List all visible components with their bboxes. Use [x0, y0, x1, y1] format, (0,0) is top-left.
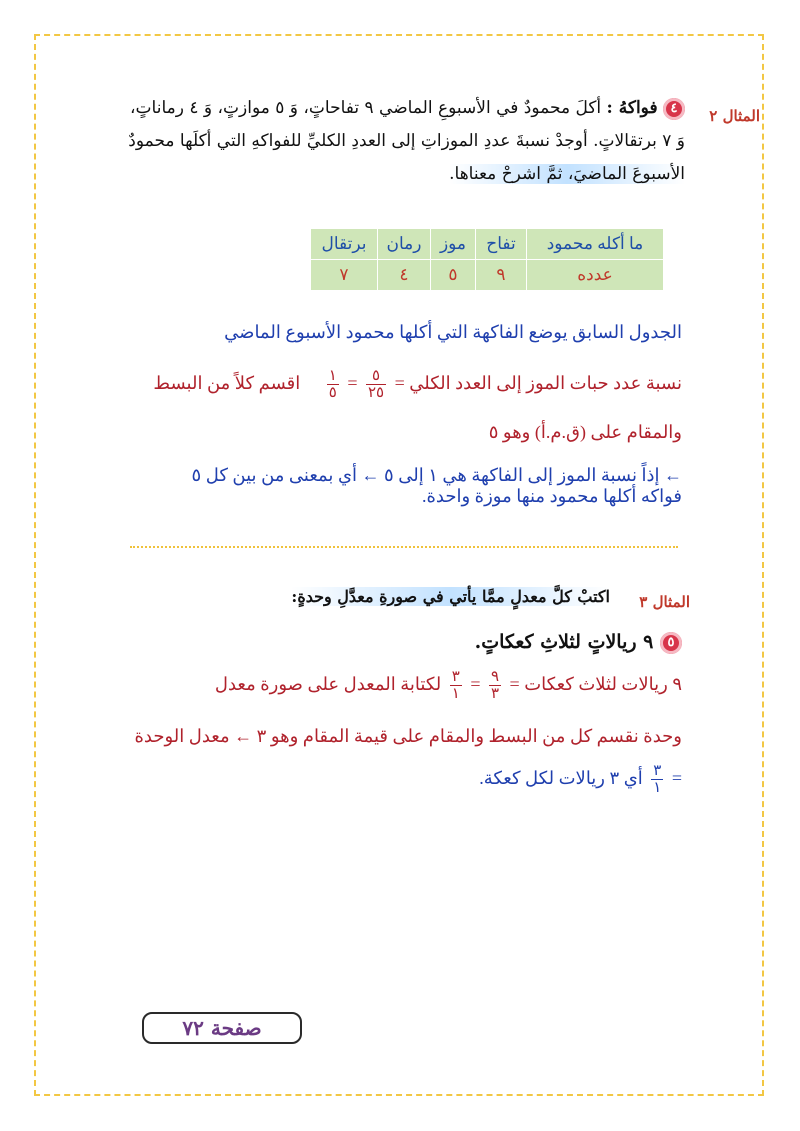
divide-text-2: والمقام على (ق.م.أ) وهو ٥: [488, 422, 682, 442]
problem-line-2: وَ ٧ برتقالاتٍ. أوجدْ نسبةَ عددِ الموزاتِ إلى العددِ الكليِّ للفواكهِ التي أكلَها محمودٌ: [128, 131, 685, 151]
table-header-cell: ما أكله محمود: [527, 229, 664, 260]
table-caption: الجدول السابق يوضع الفاكهة التي أكلها محمود الأسبوع الماضي: [224, 322, 682, 342]
conclusion: [122, 465, 682, 507]
fraction-1-5: $\frac{١}{٥}$: [328, 368, 337, 401]
item-text: ٩ ريالاتٍ لثلاثِ كعكاتٍ.: [474, 631, 654, 653]
unit-rate-result-text: أي ٣ ريالات لكل كعكة.: [479, 768, 643, 789]
fraction-9-3: $\frac{٩}{٣}$: [490, 669, 500, 702]
table-value-cell: ٩: [476, 260, 527, 291]
example-3-item: [475, 626, 682, 659]
unit-rate-text-start: ٩ ريالات لثلاث كعكات =: [509, 674, 682, 695]
item-number-badge: ٥: [660, 632, 682, 654]
conclusion-line-1: ← إذاً نسبة الموز إلى الفاكهة هي ١ إلى ٥ ← أي بمعنى من بين كل ٥: [191, 465, 682, 485]
table-header-cell: برتقال: [311, 229, 378, 260]
fraction-3-1-result: $\frac{٣}{١}$: [653, 763, 662, 796]
problem-line-1: [125, 92, 685, 125]
example-2-label: المثال ٢: [709, 107, 760, 125]
equals-sign: =: [347, 373, 358, 394]
table-value-row: [311, 260, 664, 291]
unit-rate-line-1: [215, 670, 682, 702]
equals-sign: =: [470, 674, 481, 695]
fraction-3-1: $\frac{٣}{١}$: [451, 669, 460, 702]
ratio-text: نسبة عدد حبات الموز إلى العدد الكلي =: [394, 373, 682, 394]
divide-text: اقسم كلاً من البسط: [153, 373, 301, 394]
table-header-cell: رمان: [378, 229, 431, 260]
page-border: [34, 34, 764, 1096]
example-2-problem: [125, 92, 685, 191]
fruit-table: [310, 228, 664, 291]
example-3-instruction: اكتبْ كلَّ معدلٍ ممَّا يأتي في صورةِ معدَّلِ وحدةٍ:: [291, 587, 610, 606]
problem-line-3: الأسبوعَ الماضيَ، ثمَّ اشرحْ معناها.: [449, 164, 685, 184]
problem-title: فواكهُ :: [606, 98, 658, 118]
section-divider: [130, 546, 678, 548]
conclusion-line-2: فواكه أكلها محمود منها موزة واحدة.: [421, 486, 682, 506]
table-value-cell: ٤: [378, 260, 431, 291]
table-value-cell: عدده: [527, 260, 664, 291]
ratio-line: [153, 369, 682, 401]
unit-rate-text-end: لكتابة المعدل على صورة معدل: [214, 674, 442, 695]
unit-rate-line-3: [479, 764, 682, 796]
table-value-cell: ٧: [311, 260, 378, 291]
table-value-cell: ٥: [431, 260, 476, 291]
problem-text-1: أكلَ محمودٌ في الأسبوعِ الماضي ٩ تفاحاتٍ، وَ ٥ موازتٍ، وَ ٤ رماناتٍ،: [130, 98, 602, 118]
table-header-cell: تفاح: [476, 229, 527, 260]
page-number-badge: صفحة ٧٢: [142, 1012, 302, 1044]
example-3-label: المثال ٣: [639, 593, 690, 611]
unit-rate-line-2: وحدة نقسم كل من البسط والمقام على قيمة المقام وهو ٣ ← معدل الوحدة: [134, 726, 682, 746]
fraction-5-25: $\frac{٥}{٢٥}$: [367, 368, 385, 401]
table-header-row: [311, 229, 664, 260]
table-header-cell: موز: [431, 229, 476, 260]
equals-sign: =: [671, 768, 682, 789]
problem-number-badge: ٤: [663, 98, 685, 120]
